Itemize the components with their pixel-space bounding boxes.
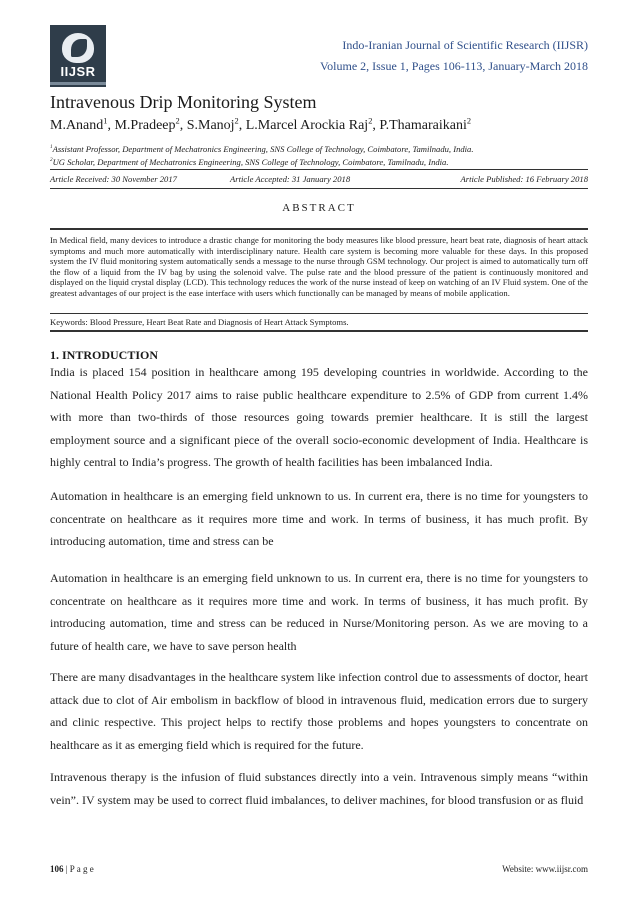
- abstract-text: In Medical field, many devices to introduce a drastic change for monitoring the body measures like blood pressure, heart beat rate, diagnosis of heart attack symptoms and much more automatically with interdisciplinary nature. Health care system is becoming more valuable for these days. In this proposed system the IV fluid monitoring system automatically sends a message to the nurse through GSM technology. Our project is aimed to automatically turn off the flow of a liquid from the IV bag by using the solenoid valve. The pulse rate and the blood pressure of the patient is continuously monitored and displayed on the liquid crystal display (LCD). This technology reduces the work of the nurse instead of keep on watching of an IV Fluid system. One of the greatest advantages of our project is the ease interface with users which functionally can be managed by means of mobile application.: [50, 235, 588, 298]
- paragraph: India is placed 154 position in healthcare among 195 developing countries in worldwide. According to the National Health Policy 2017 aims to raise public healthcare expenditure to 2.5% of GDP from current 1.4% with more than two-thirds of those resources going towards premier healthcare. It is still the largest employment source and a significant piece of the overall socio-economic development of India. Healthcare is highly central to India’s progress. The growth of health facilities has been imbalanced India.: [50, 365, 588, 469]
- date-received: Article Received: 30 November 2017: [50, 174, 177, 184]
- journal-name: Indo-Iranian Journal of Scientific Research (IIJSR): [342, 38, 588, 52]
- page-footer-number: 106 | P a g e: [50, 864, 94, 874]
- author-list: [50, 118, 471, 134]
- logo-text: IIJSR: [60, 64, 96, 79]
- author: M.Pradeep$^2$,: [114, 116, 187, 133]
- journal-header: [320, 35, 588, 77]
- author: P.Thamaraikani$^2$: [379, 116, 472, 133]
- journal-issue: Volume 2, Issue 1, Pages 106-113, January-March 2018: [320, 59, 588, 73]
- author: M.Anand$^1$,: [50, 116, 115, 133]
- affiliation: $^1$Assistant Professor, Department of Mechatronics Engineering, SNS College of Technology, Coimbatore, Tamilnadu, India.: [50, 144, 474, 154]
- affiliations: [50, 143, 474, 169]
- paper-title: Intravenous Drip Monitoring System: [50, 92, 317, 112]
- abstract-heading: ABSTRACT: [282, 202, 356, 214]
- divider-abstract-top: [50, 228, 588, 230]
- paragraph: There are many disadvantages in the healthcare system like infection control due to assessments of doctor, heart attack due to clot of Air embolism in backflow of blood in intravenous fluid, medication errors due to surgery and clinic respective. This project helps to rectify those problems and hopes youngsters to concentrate on healthcare as it as emerging field which is required for the future.: [50, 670, 588, 752]
- paragraph: Automation in healthcare is an emerging field unknown to us. In current era, there is no time for youngsters to concentrate on healthcare as it requires more time and work. In terms of business, it has much profit. By introducing automation, time and stress can be: [50, 489, 588, 548]
- divider-top: [50, 169, 588, 170]
- divider-dates: [50, 188, 588, 189]
- author: S.Manoj$^2$,: [186, 116, 246, 133]
- author: L.Marcel Arockia Raj$^2$,: [245, 116, 380, 133]
- logo-underline: [50, 82, 106, 85]
- divider-keywords: [50, 313, 588, 314]
- date-published: Article Published: 16 February 2018: [460, 174, 588, 184]
- keywords: Keywords: Blood Pressure, Heart Beat Rate and Diagnosis of Heart Attack Symptoms.: [50, 317, 349, 327]
- paragraph: Intravenous therapy is the infusion of fluid substances directly into a vein. Intravenous simply means “within vein”. IV system may be used to correct fluid imbalances, to deliver machines, for blood transfusion or as fluid: [50, 770, 588, 807]
- divider-abstract-bottom: [50, 330, 588, 332]
- journal-logo: [50, 25, 106, 87]
- page-footer-website: Website: www.iijsr.com: [502, 864, 588, 874]
- paragraph: Automation in healthcare is an emerging field unknown to us. In current era, there is no time for youngsters to concentrate on healthcare as it requires more time and work. In terms of business, it has much profit. By introducing automation, time and stress can be reduced in Nurse/Monitoring person. As we are moving to a future of health care, we have to save person health: [50, 571, 588, 653]
- logo-emblem-icon: [62, 33, 94, 63]
- date-accepted: Article Accepted: 31 January 2018: [230, 174, 351, 184]
- affiliation: $^2$UG Scholar, Department of Mechatronics Engineering, SNS College of Technology, Coimbatore, Tamilnadu, India.: [50, 157, 449, 167]
- section-heading: 1. INTRODUCTION: [50, 348, 159, 362]
